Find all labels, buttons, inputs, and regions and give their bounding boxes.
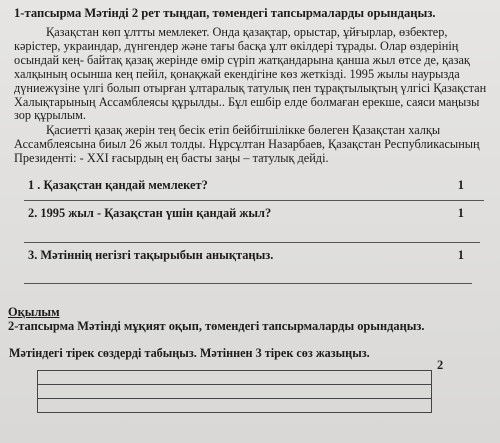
- answer-row[interactable]: [38, 371, 431, 385]
- text-line: Қазақстан көп ұлтты мемлекет. Онда қазақтар, орыстар, ұйғырлар, өзбектер,: [46, 25, 448, 39]
- question-2: [28, 206, 474, 221]
- text-line: Қасиетті қазақ жерін тең бесік етіп бейбітшілікке бөлеген Қазақстан халқы: [46, 123, 441, 137]
- task1-title: 1-тапсырма Мәтінді 2 рет тыңдап, төмендегі тапсырмаларды орындаңыз.: [14, 6, 436, 20]
- question-points: 1: [457, 206, 464, 220]
- answer-table: [37, 370, 432, 413]
- answer-line-2[interactable]: [24, 242, 480, 243]
- text-line: кәрістер, украиндар, дүнгендер және тағы басқа ұлт өкілдері тұрады. Олар өздерінің: [14, 38, 459, 53]
- reading-section-title: Оқылым: [8, 305, 60, 319]
- question-3: [28, 248, 474, 263]
- task2-instruction: Мәтіндегі тірек сөздерді табыңыз. Мәтіннен 3 тірек сөз жазыңыз.: [9, 346, 370, 360]
- answer-line-1[interactable]: [24, 200, 484, 201]
- task1-paragraph-2: [14, 123, 480, 166]
- text-line: Президенті: - ХХІ ғасырдың ең басты заңы – татулық дейді.: [14, 150, 329, 165]
- task1-paragraph-1: [14, 25, 487, 123]
- answer-row[interactable]: [38, 385, 431, 399]
- text-line: Ассамблеясына биыл 26 жыл толды. Нұрсұлтан Назарбаев, Қазақстан Республикасының: [14, 136, 480, 151]
- question-text: 3. Мәтіннің негізгі тақырыбын анықтаңыз.: [28, 248, 274, 262]
- question-1: [28, 178, 474, 193]
- question-text: 1 . Қазақстан қандай мемлекет?: [28, 178, 208, 192]
- answer-row[interactable]: [38, 399, 431, 412]
- text-line: Халықтарының Ассамблеясы құрылды.. Бұл ешбір елде болмаған ерекше, саяси маңызы: [14, 94, 480, 109]
- question-points: 1: [457, 178, 464, 192]
- text-line: халқының осынша кең пейіл, қонақжай екендігіне көз жеткізді. 1995 жылы наурызда: [14, 66, 460, 81]
- text-line: зор құрылым.: [14, 108, 86, 123]
- task2-title: 2-тапсырма Мәтінді мұқият оқып, төмендегі тапсырмаларды орындаңыз.: [8, 319, 425, 333]
- text-line: осындай кең- байтақ қазақ жерінде өмір сүріп жатқандарына қанша жыл өтсе де, қазақ: [14, 52, 470, 67]
- question-text: 2. 1995 жыл - Қазақстан үшін қандай жыл?: [28, 206, 272, 220]
- text-line: дүниежүзіне үлгі болып отырған ұлтаралық татулық пен тұрақтылықтың үлгісі Қазақстан: [14, 80, 487, 95]
- question-points: 1: [457, 248, 464, 262]
- task2-points: 2: [437, 358, 444, 372]
- answer-line-3[interactable]: [24, 283, 472, 284]
